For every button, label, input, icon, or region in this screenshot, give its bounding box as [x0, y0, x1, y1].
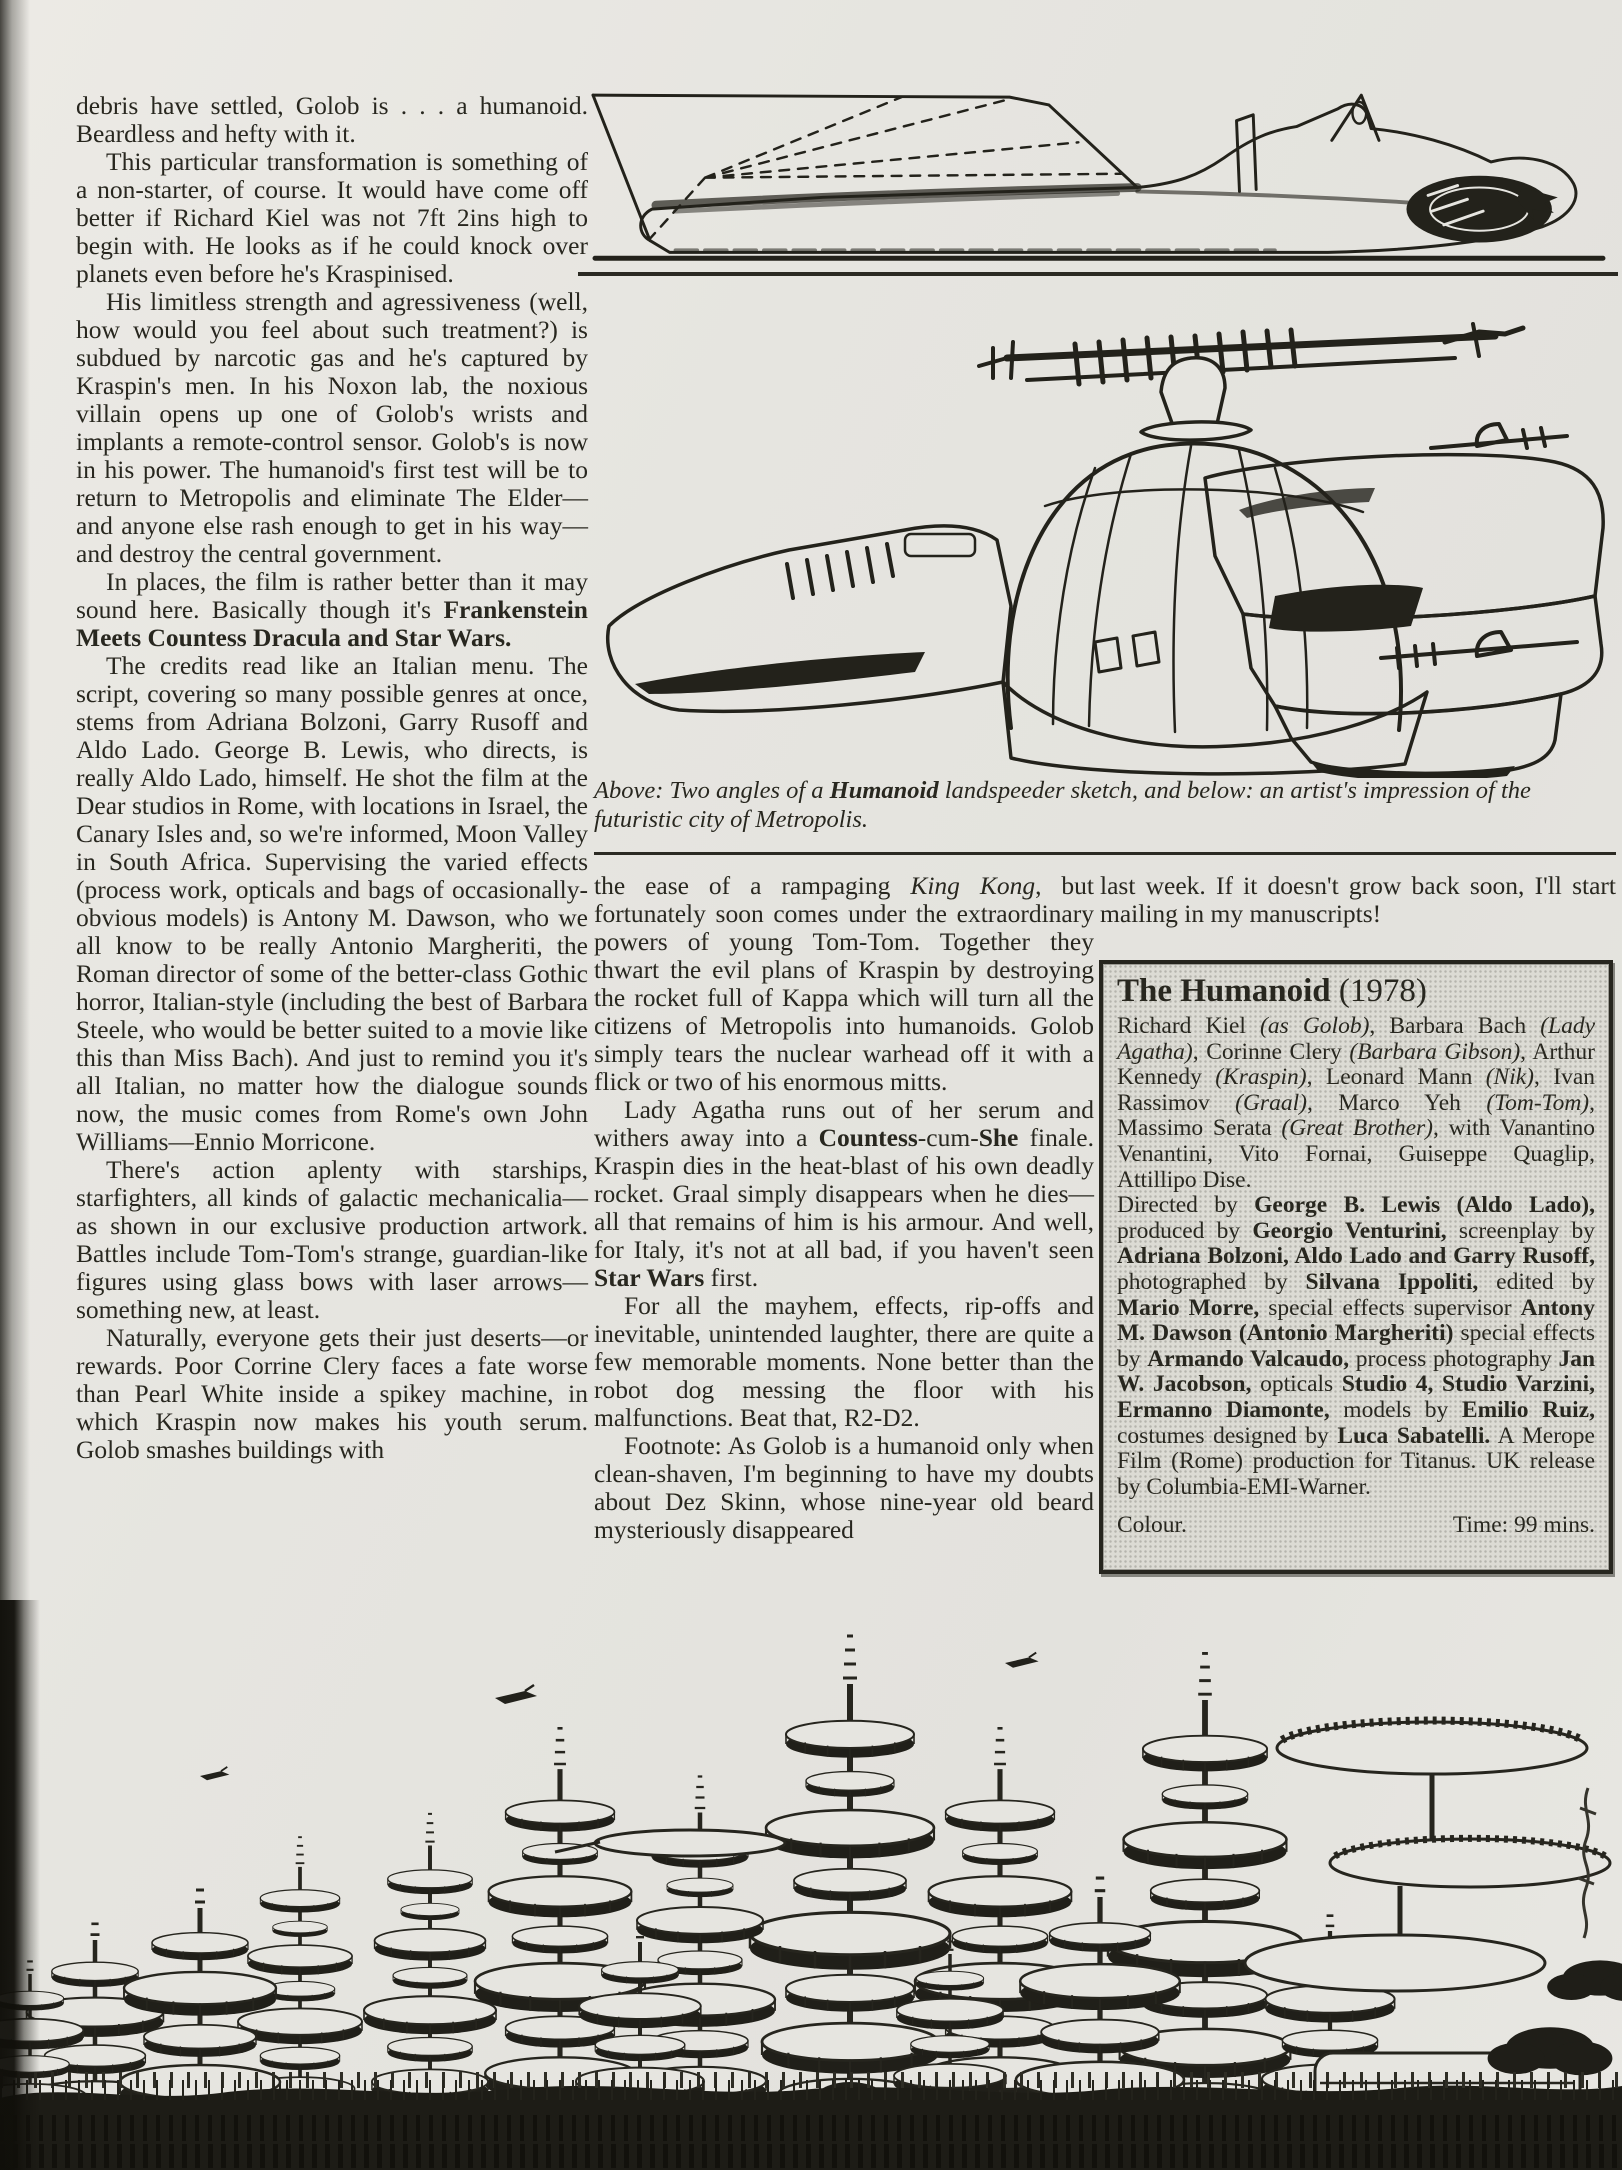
film-credits-text: Richard Kiel (as Golob), Barbara Bach (Lady Agatha), Corinne Clery (Barbara Gibson), Arthur Kennedy (Kraspin), Leonard Mann (Nik), Ivan Rassimov (Graal), Marco Yeh (Tom-Tom), Massimo Serata (Great Brother), with Vanantino Venantini, Vito Fornai, Guiseppe Quaglip, Attillipo Dise. Directed by George B. Lewis (Aldo Lado), produced by Georgio Venturini, screenplay by Adriana Bolzoni, Aldo Lado and Garry Rusoff, photographed by Silvana Ippoliti, edited by Mario Morre, special effects supervisor Antony M. Dawson (Antonio Margheriti) special effects by Armando Valcaudo, process photography Jan W. Jacobson, opticals Studio 4, Studio Varzini, Ermanno Diamonte, models by Emilio Ruiz, costumes designed by Luca Sabatelli. A Merope Film (Rome) production for Titanus. UK release by Columbia-EMI-Warner.	[1117, 1013, 1596, 1500]
article-column-right: last week. If it doesn't grow back soon, I'll start mailing in my manuscripts!	[1100, 871, 1616, 928]
running-time-label: Time: 99 mins.	[1452, 1512, 1595, 1539]
film-credits-box	[1099, 960, 1613, 1574]
column-divider-line	[594, 852, 1616, 855]
film-year: (1978)	[1330, 973, 1427, 1009]
sketch-divider-line	[578, 272, 1618, 276]
landspeeder-side-sketch	[578, 48, 1618, 272]
scan-edge-shadow-bottom	[0, 1600, 40, 2170]
colour-label: Colour.	[1117, 1512, 1187, 1539]
metropolis-city-illustration	[0, 1628, 1622, 2170]
film-credits-footer	[1117, 1512, 1595, 1539]
artwork-caption: Above: Two angles of a Humanoid landspeeder sketch, and below: an artist's impression of the futuristic city of Metropolis.	[594, 777, 1531, 833]
article-column-middle: the ease of a rampaging King Kong, but fortunately soon comes under the extraordinary powers of young Tom-Tom. Together they thwart the evil plans of Kraspin by destroying the rocket full of Kappa which will turn all the citizens of Metropolis into humanoids. Golob simply tears the nuclear warhead off it with a flick or two of his enormous mitts. Lady Agatha runs out of her serum and withers away into a Countess-cum-She finale. Kraspin dies in the heat-blast of his own deadly rocket. Graal simply disappears when he dies—all that remains of him is his armour. And well, for Italy, it's not at all bad, if you haven't seen Star Wars first. For all the mayhem, effects, rip-offs and inevitable, unintended laughter, there are quite a few memorable moments. None better than the robot dog messing the floor with his malfunctions. Beat that, R2-D2. Footnote: As Golob is a humanoid only when clean-shaven, I'm beginning to have my doubts about Dez Skinn, whose nine-year old beard mysteriously disappeared	[594, 871, 1095, 1544]
landspeeder-front-sketch	[575, 296, 1620, 778]
film-title-heading	[1117, 972, 1595, 1010]
article-column-left: debris have settled, Golob is . . . a humanoid. Beardless and hefty with it. This particular transformation is something of a non-starter, of course. It would have come off better if Richard Kiel was not 7ft 2ins high to begin with. He looks as if he could knock over planets even before he's Kraspinised. His limitless strength and agressiveness (well, how would you feel about such treatment?) is subdued by narcotic gas and he's captured by Kraspin's men. In his Noxon lab, the noxious villain opens up one of Golob's wrists and implants a remote-control sensor. Golob's is now in his power. The humanoid's first test will be to return to Metropolis and eliminate The Elder—and anyone else rash enough to get in his way—and destroy the central government. In places, the film is rather better than it may sound here. Basically though it's Frankenstein Meets Countess Dracula and Star Wars. The credits read like an Italian menu. The script, covering so many possible genres at once, stems from Adriana Bolzoni, Garry Rusoff and Aldo Lado. George B. Lewis, who directs, is really Aldo Lado, himself. He shot the film at the Dear studios in Rome, with locations in Israel, the Canary Isles and, so we're informed, Moon Valley in South Africa. Supervising the varied effects (process work, opticals and bags of occasionally-obvious models) is Antony M. Dawson, who we all know to be really Antonio Margheriti, the Roman director of some of the better-class Gothic horror, Italian-style (including the best of Barbara Steele, who would be better suited to a movie like this than Miss Bach). And just to remind you it's all Italian, no matter how the dialogue sounds now, the music comes from Rome's own John Williams—Ennio Morricone. There's action aplenty with starships, starfighters, all kinds of galactic mechanicalia—as shown in our exclusive production artwork. Battles include Tom-Tom's strange, guardian-like figures using glass bows with laser arrows—something new, at least. Naturally, everyone gets their just deserts—or rewards. Poor Corrine Clery faces a fate worse than Pearl White inside a spikey machine, in which Kraspin now makes his youth serum. Golob smashes buildings with	[76, 91, 588, 1464]
film-title: The Humanoid	[1117, 973, 1331, 1009]
